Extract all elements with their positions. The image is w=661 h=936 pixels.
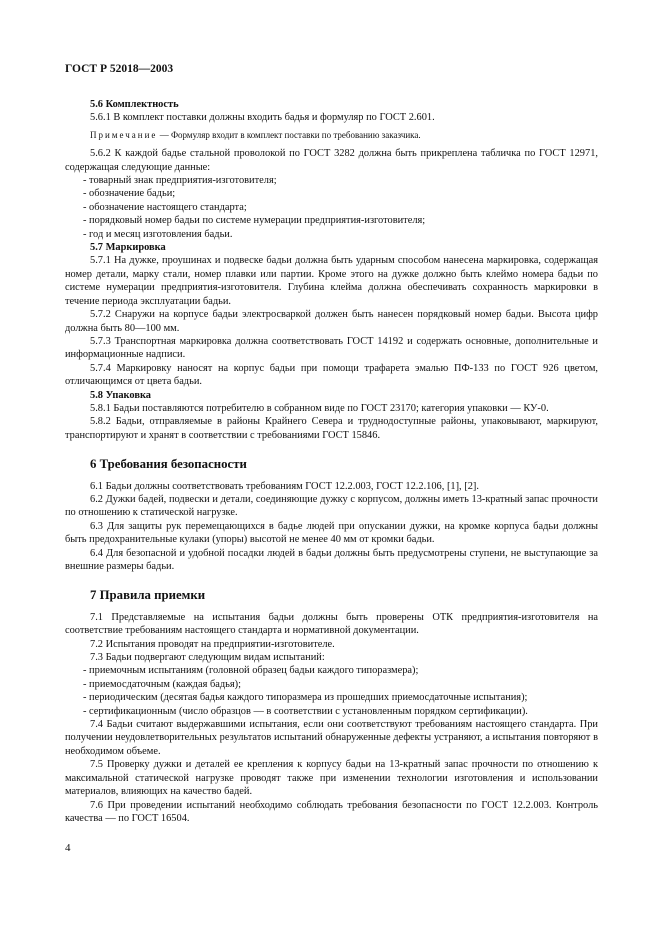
- list-item: - товарный знак предприятия-изготовителя;: [83, 175, 277, 187]
- subsection-heading: 5.8 Упаковка: [90, 389, 151, 401]
- list-item: - периодическим (десятая бадья каждого типоразмера из прошедших приемосдаточные испытания);: [83, 692, 528, 704]
- note-paragraph: Примечание — Формуляр входит в комплект поставки по требованию заказчика.: [90, 129, 421, 140]
- page-number: 4: [65, 842, 71, 854]
- note-label: Примечание: [90, 129, 158, 140]
- paragraph: 7.2 Испытания проводят на предприятии-изготовителе.: [90, 638, 335, 650]
- section-heading: 6 Требования безопасности: [90, 457, 247, 472]
- document-header: ГОСТ Р 52018—2003: [65, 63, 174, 75]
- paragraph: 7.1 Представляемые на испытания бадьи должны быть проверены ОТК предприятия-изготовителя на соответствие требованиям настоящего стандарта и нормативной документации.: [65, 611, 598, 637]
- subsection-heading: 5.7 Маркировка: [90, 242, 166, 254]
- paragraph: 7.5 Проверку дужки и деталей ее крепления к корпусу бадьи на 13-кратный запас прочности по отношению к максимальной статической нагрузке проводят также при изменении технологии изготовления и использовании материалов, влияющих на качество бадей.: [65, 759, 598, 798]
- section-heading: 7 Правила приемки: [90, 588, 206, 603]
- paragraph: 7.6 При проведении испытаний необходимо соблюдать требования безопасности по ГОСТ 12.2.003. Контроль качества — по ГОСТ 16504.: [65, 799, 598, 824]
- list-item: - порядковый номер бадьи по системе нумерации предприятия-изготовителя;: [83, 215, 426, 227]
- paragraph: 5.7.3 Транспортная маркировка должна соответствовать ГОСТ 14192 и содержать основные, дополнительные и информационные надписи.: [65, 335, 598, 361]
- paragraph: 6.2 Дужки бадей, подвески и детали, соединяющие дужку с корпусом, должны иметь 13-кратный запас прочности по отношению к статической нагрузке.: [65, 493, 598, 519]
- list-item: - приемочным испытаниям (головной образец бадьи каждого типоразмера);: [83, 665, 419, 677]
- list-item: - приемосдаточным (каждая бадья);: [83, 678, 241, 690]
- paragraph: 6.3 Для защиты рук перемещающихся в бадье людей при опускании дужки, на кромке корпуса бадьи должны быть предохранительные кулаки (упоры) высотой не менее 40 мм от кромки бадьи.: [65, 520, 598, 546]
- list-item: - обозначение настоящего стандарта;: [83, 201, 247, 213]
- subsection-heading: 5.6 Комплектность: [90, 99, 179, 110]
- paragraph: 5.7.2 Снаружи на корпусе бадьи электросваркой должен быть нанесен порядковый номер бадьи. Высота цифр должна быть 80—100 мм.: [65, 309, 598, 334]
- paragraph: 7.3 Бадьи подвергают следующим видам испытаний:: [90, 652, 325, 664]
- list-item: - обозначение бадьи;: [83, 188, 176, 200]
- paragraph: 7.4 Бадьи считают выдержавшими испытания, если они соответствуют требованиям настоящего стандарта. При получении неудовлетворительных результатов испытаний обнаруженные дефекты устраняют, а испытания повторяют в необходимом объеме.: [65, 719, 598, 757]
- paragraph: 5.8.2 Бадьи, отправляемые в районы Крайнего Севера и труднодоступные районы, упаковывают, маркируют, транспортируют и хранят в соответствии с требованиями ГОСТ 15846.: [65, 416, 598, 441]
- paragraph: 5.7.1 На дужке, проушинах и подвеске бадьи должна быть ударным способом нанесена маркировка, содержащая номер детали, марку стали, номер плавки или партии. Кроме этого на дужке должно быть клеймо номера бадьи по системе нумерации предприятия-изготовителя. Глубина клейма должна обеспечивать сохранность маркировки в течение периода эксплуатации бадьи.: [65, 255, 598, 307]
- paragraph: 5.8.1 Бадьи поставляются потребителю в собранном виде по ГОСТ 23170; категория упаковки — КУ-0.: [90, 402, 549, 414]
- document-body: [65, 98, 598, 825]
- list-item: - сертификационным (число образцов — в соответствии с установленным порядком сертификации).: [83, 705, 528, 717]
- paragraph: 5.6.1 В комплект поставки должны входить бадья и формуляр по ГОСТ 2.601.: [90, 112, 435, 124]
- paragraph: 6.4 Для безопасной и удобной посадки людей в бадьи должны быть предусмотрены ступени, не выступающие за внешние размеры бадьи.: [65, 547, 598, 572]
- paragraph: 5.6.2 К каждой бадье стальной проволокой по ГОСТ 3282 должна быть прикреплена табличка по ГОСТ 12971, содержащая следующие данные:: [65, 148, 598, 173]
- paragraph: 5.7.4 Маркировку наносят на корпус бадьи при помощи трафарета эмалью ПФ-133 по ГОСТ 926 цветом, отличающимся от цвета бадьи.: [65, 362, 598, 388]
- paragraph: 6.1 Бадьи должны соответствовать требованиям ГОСТ 12.2.003, ГОСТ 12.2.106, [1], [2].: [90, 480, 479, 492]
- list-item: - год и месяц изготовления бадьи.: [83, 228, 233, 240]
